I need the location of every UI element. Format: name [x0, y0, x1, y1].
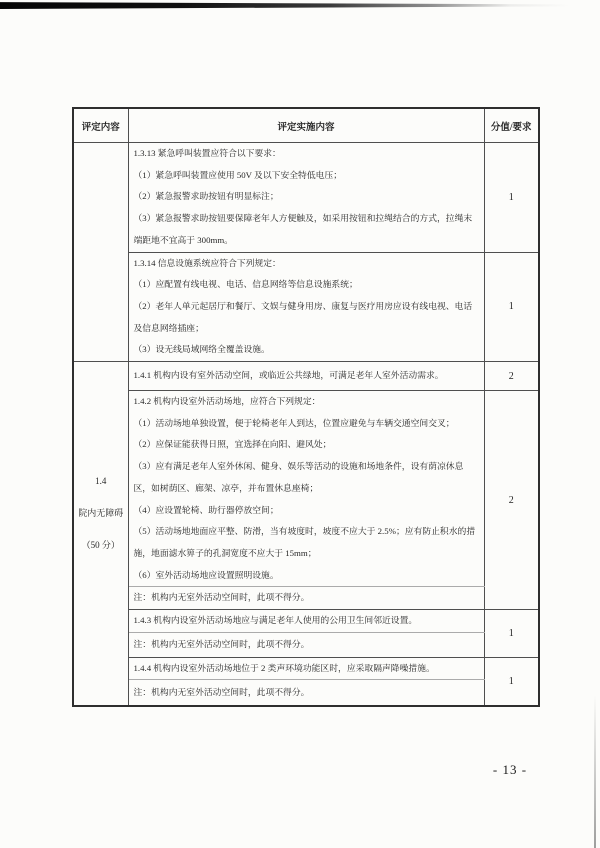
- item-1-3-13-text: 1.3.13 紧急呼叫装置应符合以下要求： （1）紧急呼叫装置应使用 50V 及以下安全特低电压； （2）紧急报警求助按钮有明显标注； （3）紧急报警求助按钮要保障老年人方便触及，如采用按钮和拉绳结合的方式，拉绳末端距地不宜高于 300mm。: [128, 143, 484, 253]
- score-cell-1-4-4: 1: [484, 657, 539, 706]
- score-cell-1-4-3: 1: [484, 610, 539, 658]
- item-1-4-2-text: 1.4.2 机构内设室外活动场地，应符合下列规定： （1）活动场地单独设置，便于轮椅老年人到达，位置应避免与车辆交通空间交叉； （2）应保证能获得日照，宜选择在向阳、避风处； （3）应有满足老年人室外休闲、健身、娱乐等活动的设施和场地条件，设有荫凉休息区，如树荫区、廊架、凉亭，并布置休息座椅； （4）应设置轮椅、助行器停放空间； （5）活动场地地面应平整、防滑，当有坡度时，坡度不应大于 2.5%；应有防止积水的措施，地面滤水箅子的孔洞宽度不应大于 15mm； （6）室外活动场地应设置照明设施。: [128, 391, 484, 587]
- page-number: - 13 -: [492, 762, 528, 777]
- table-header-row: [73, 108, 539, 143]
- score-cell-1-3-14: 1: [484, 252, 539, 362]
- table-row-1-4-2: [73, 391, 539, 587]
- table-row-1-4-2-note: [73, 587, 539, 610]
- header-eval-implementation-content: 评定实施内容: [128, 108, 484, 143]
- score-cell-1-4-2: 2: [484, 391, 539, 610]
- item-1-4-3-text: 1.4.3 机构内设室外活动场地应与满足老年人使用的公用卫生间邻近设置。: [128, 610, 484, 633]
- section-label-cell-empty: [73, 143, 128, 362]
- table-row-1-4-1: [73, 362, 539, 391]
- item-1-3-14-text: 1.3.14 信息设施系统应符合下列规定： （1）应配置有线电视、电话、信息网络等信息设施系统； （2）老年人单元起居厅和餐厅、文娱与健身用房、康复与医疗用房应设有线电视、电话及信息网络插座； （3）设无线局域网络全覆盖设施。: [128, 252, 484, 362]
- table-row-1-4-3: [73, 610, 539, 633]
- evaluation-table: [72, 107, 540, 707]
- table-row-1-4-4: [73, 657, 539, 680]
- item-1-4-4-note-text: 注：机构内无室外活动空间时，此项不得分。: [128, 680, 484, 706]
- scan-artifact-top-edge: [0, 2, 600, 9]
- table-row-1-4-3-note: [73, 632, 539, 657]
- item-1-4-3-note-text: 注：机构内无室外活动空间时，此项不得分。: [128, 632, 484, 657]
- section-label-cell-1-4: 1.4 院内无障碍 （50 分）: [73, 362, 128, 706]
- header-eval-content: 评定内容: [73, 108, 128, 143]
- table-row-1-4-4-note: [73, 680, 539, 706]
- item-1-4-1-text: 1.4.1 机构内设有室外活动空间，或临近公共绿地，可满足老年人室外活动需求。: [128, 362, 484, 391]
- item-1-4-2-note-text: 注：机构内无室外活动空间时，此项不得分。: [128, 587, 484, 610]
- header-score-requirement: 分值/要求: [484, 108, 539, 143]
- score-cell-1-4-1: 2: [484, 362, 539, 391]
- item-1-4-4-text: 1.4.4 机构内设室外活动场地位于 2 类声环境功能区时，应采取隔声降噪措施。: [128, 657, 484, 680]
- scan-artifact-right-edge: [594, 695, 596, 848]
- score-cell-1-3-13: 1: [484, 143, 539, 253]
- table-row-1-3-13: [73, 143, 539, 253]
- table-row-1-3-14: [73, 252, 539, 362]
